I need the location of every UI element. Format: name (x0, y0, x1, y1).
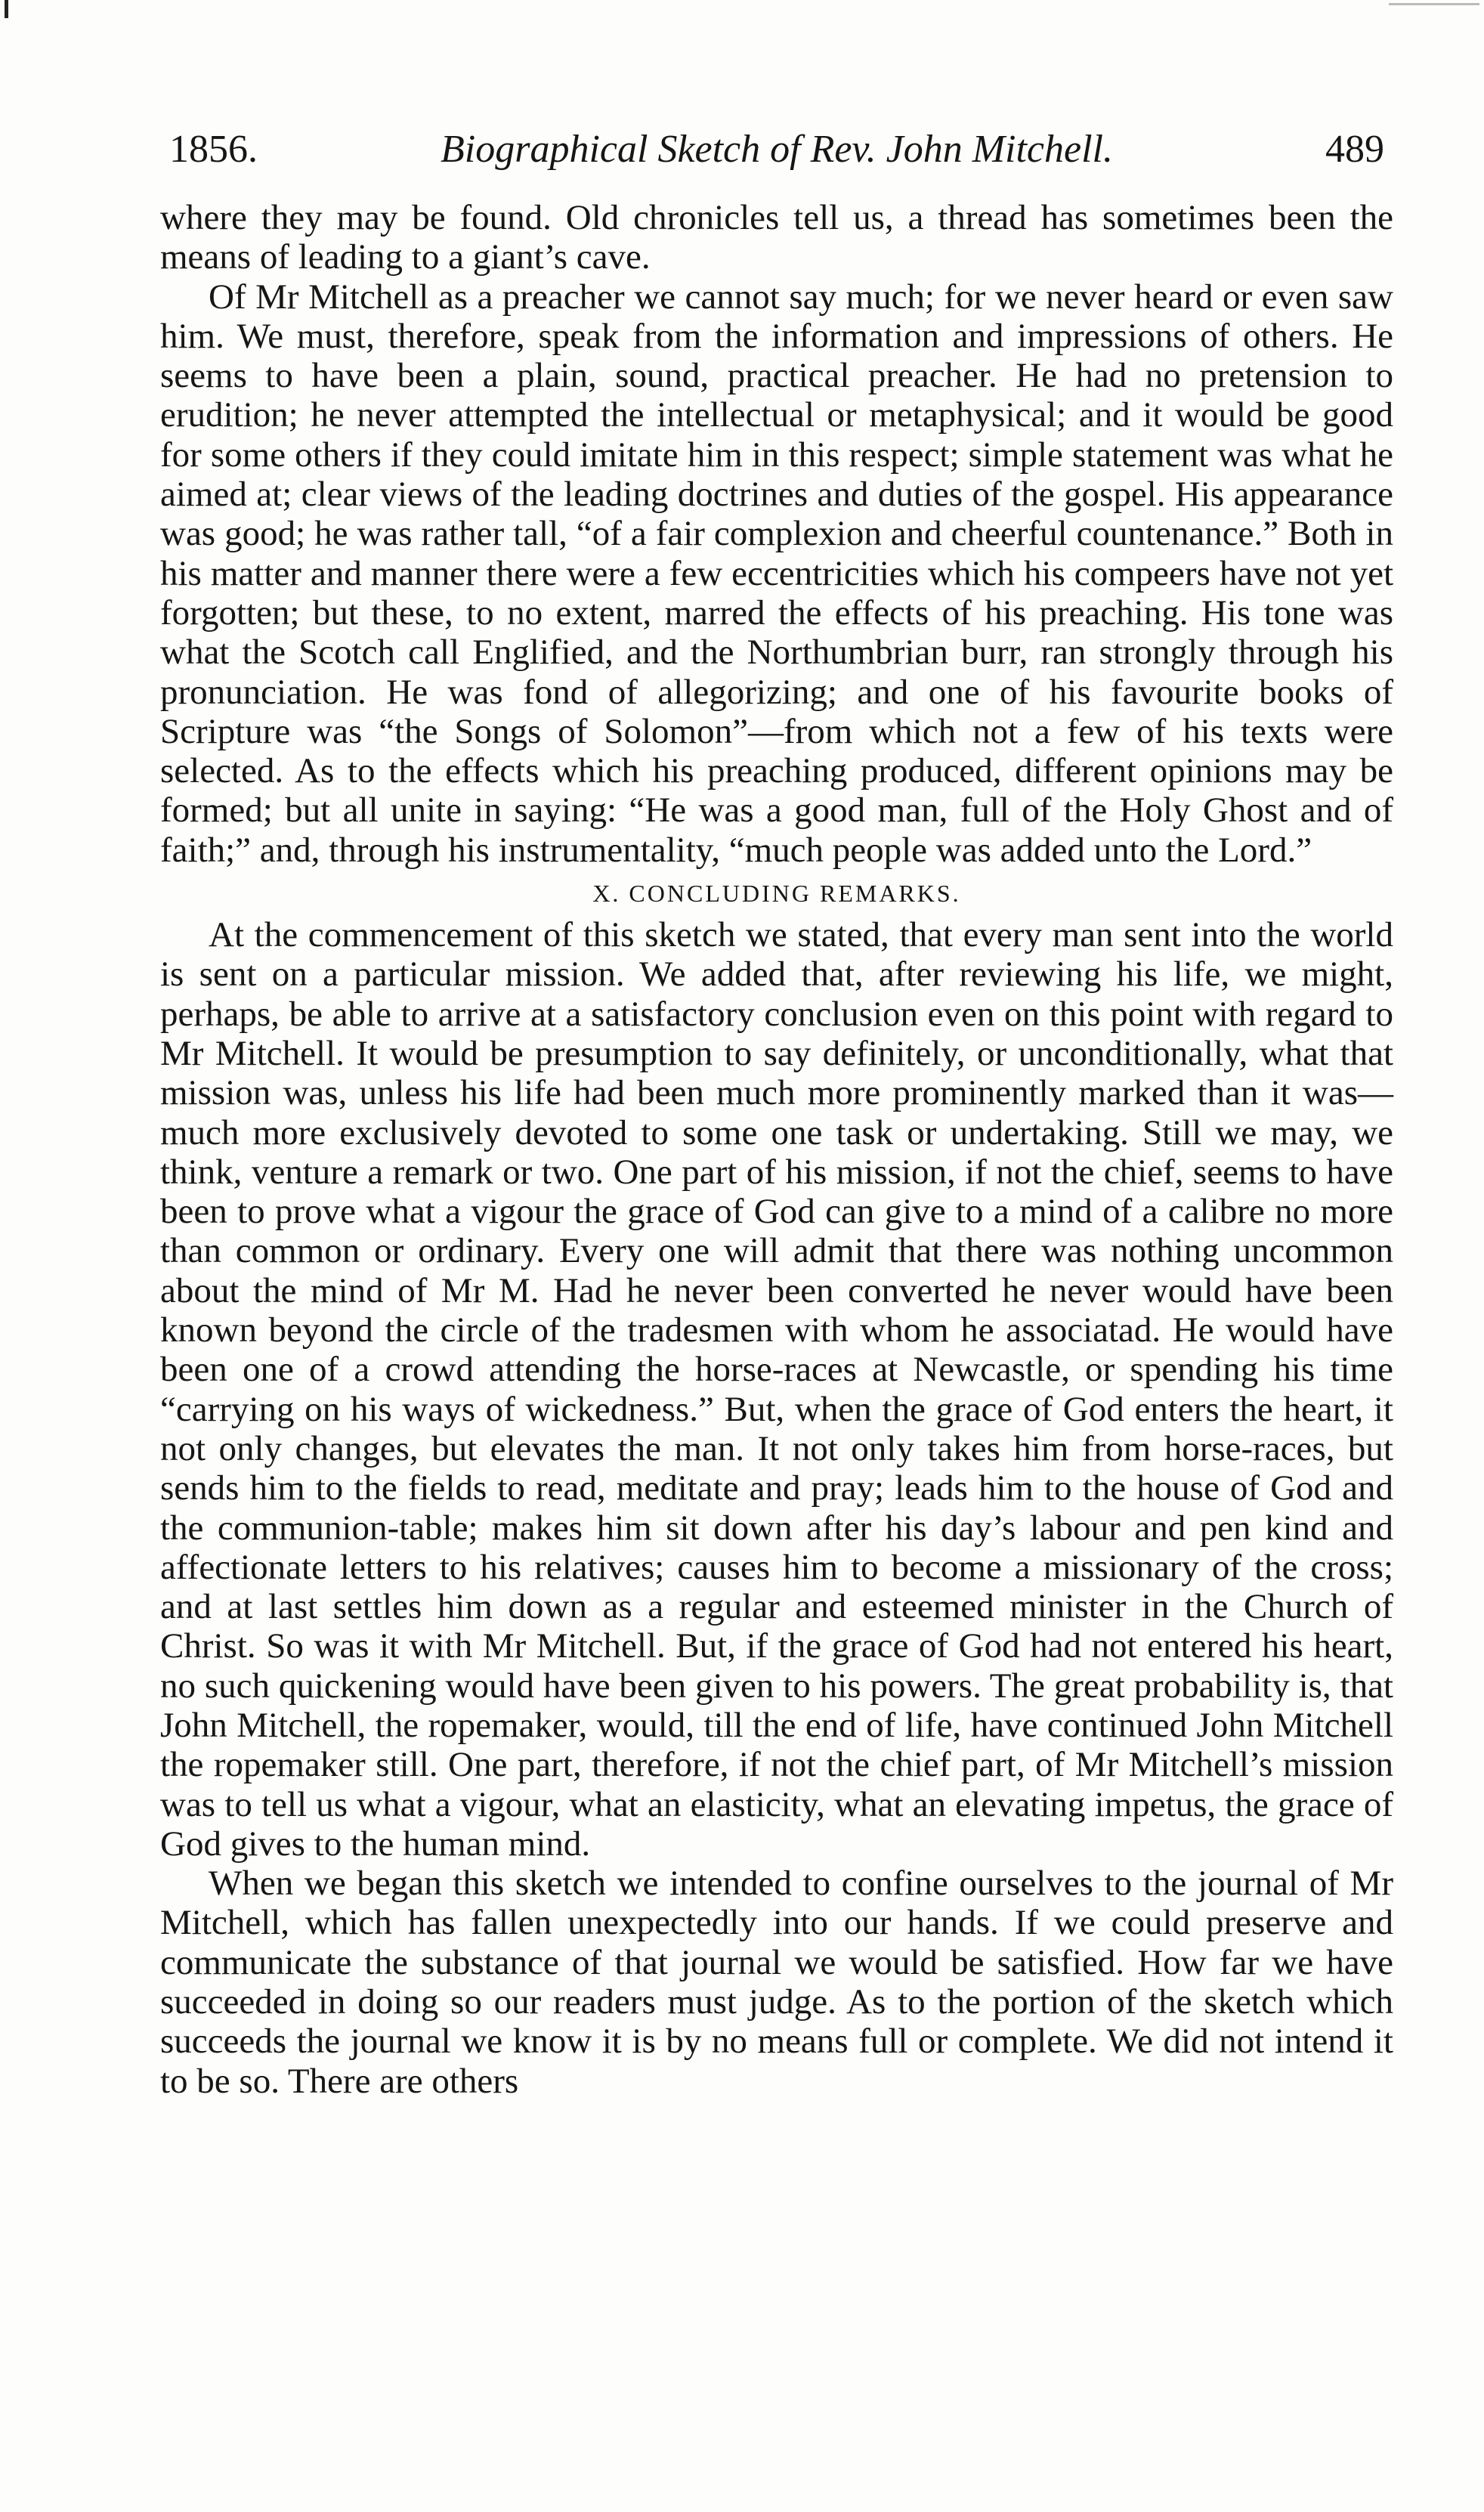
running-head-title: Biographical Sketch of Rev. John Mitchell. (441, 128, 1113, 171)
body-text (160, 198, 1393, 2101)
paragraph-mission: At the commencement of this sketch we stated, that every man sent into the world is sent on a particular mission. We added that, after reviewing his life, we might, perhaps, be able to arrive at a satisfactory conclusion even on this point with regard to Mr Mitchell. It would be presumption to say definitely, or unconditionally, what that mission was, unless his life had been much more prominently marked than it was—much more exclusively devoted to some one task or undertaking. Still we may, we think, venture a remark or two. One part of his mission, if not the chief, seems to have been to prove what a vigour the grace of God can give to a mind of a calibre no more than common or ordinary. Every one will admit that there was nothing uncommon about the mind of Mr M. Had he never been converted he never would have been known beyond the circle of the tradesmen with whom he associatad. He would have been one of a crowd attending the horse-races at Newcastle, or spending his time “carrying on his ways of wickedness.” But, when the grace of God enters the heart, it not only changes, but elevates the man. It not only takes him from horse-races, but sends him to the fields to read, meditate and pray; leads him to the house of God and the communion-table; makes him sit down after his day’s labour and pen kind and affectionate letters to his relatives; causes him to become a missionary of the cross; and at last settles him down as a regular and esteemed minister in the Church of Christ. So was it with Mr Mitchell. But, if the grace of God had not entered his heart, no such quickening would have been given to his powers. The great probability is, that John Mitchell, the ropemaker, would, till the end of life, have continued John Mitchell the ropemaker still. One part, therefore, if not the chief part, of Mr Mitchell’s mission was to tell us what a vigour, what an elasticity, what an elevating impetus, the grace of God gives to the human mind. (160, 915, 1393, 1864)
running-head (160, 127, 1393, 172)
page-number: 489 (1325, 128, 1384, 171)
section-heading: X. CONCLUDING REMARKS. (592, 880, 961, 908)
paragraph-preacher: Of Mr Mitchell as a preacher we cannot say much; for we never heard or even saw him. We must, therefore, speak from the information and impressions of others. He seems to have been a plain, sound, practical preacher. He had no pretension to erudition; he never attempted the intellectual or metaphysical; and it would be good for some others if they could imitate him in this respect; simple statement was what he aimed at; clear views of the leading doctrines and duties of the gospel. His appearance was good; he was rather tall, “of a fair complexion and cheerful countenance.” Both in his matter and manner there were a few eccentricities which his compeers have not yet forgotten; but these, to no extent, marred the effects of his preaching. His tone was what the Scotch call Englified, and the Northumbrian burr, ran strongly through his pronunciation. He was fond of allegorizing; and one of his favourite books of Scripture was “the Songs of Solomon”—from which not a few of his texts were selected. As to the effects which his preaching produced, different opinions may be formed; but all unite in saying: “He was a good man, full of the Holy Ghost and of faith;” and, through his instrumentality, “much people was added unto the Lord.” (160, 277, 1393, 870)
paragraph-journal: When we began this sketch we intended to confine ourselves to the journal of Mr Mitchell, which has fallen unexpectedly into our hands. If we could preserve and communicate the substance of that journal we would be satisfied. How far we have succeeded in doing so our readers must judge. As to the portion of the sketch which succeeds the journal we know it is by no means full or complete. We did not intend it to be so. There are others (160, 1864, 1393, 2101)
scan-edge-mark (1389, 3, 1479, 5)
scan-edge-mark (5, 0, 8, 18)
running-head-year: 1856. (169, 128, 258, 171)
paragraph-continued: where they may be found. Old chronicles tell us, a thread has sometimes been the means of leading to a giant’s cave. (160, 198, 1393, 277)
